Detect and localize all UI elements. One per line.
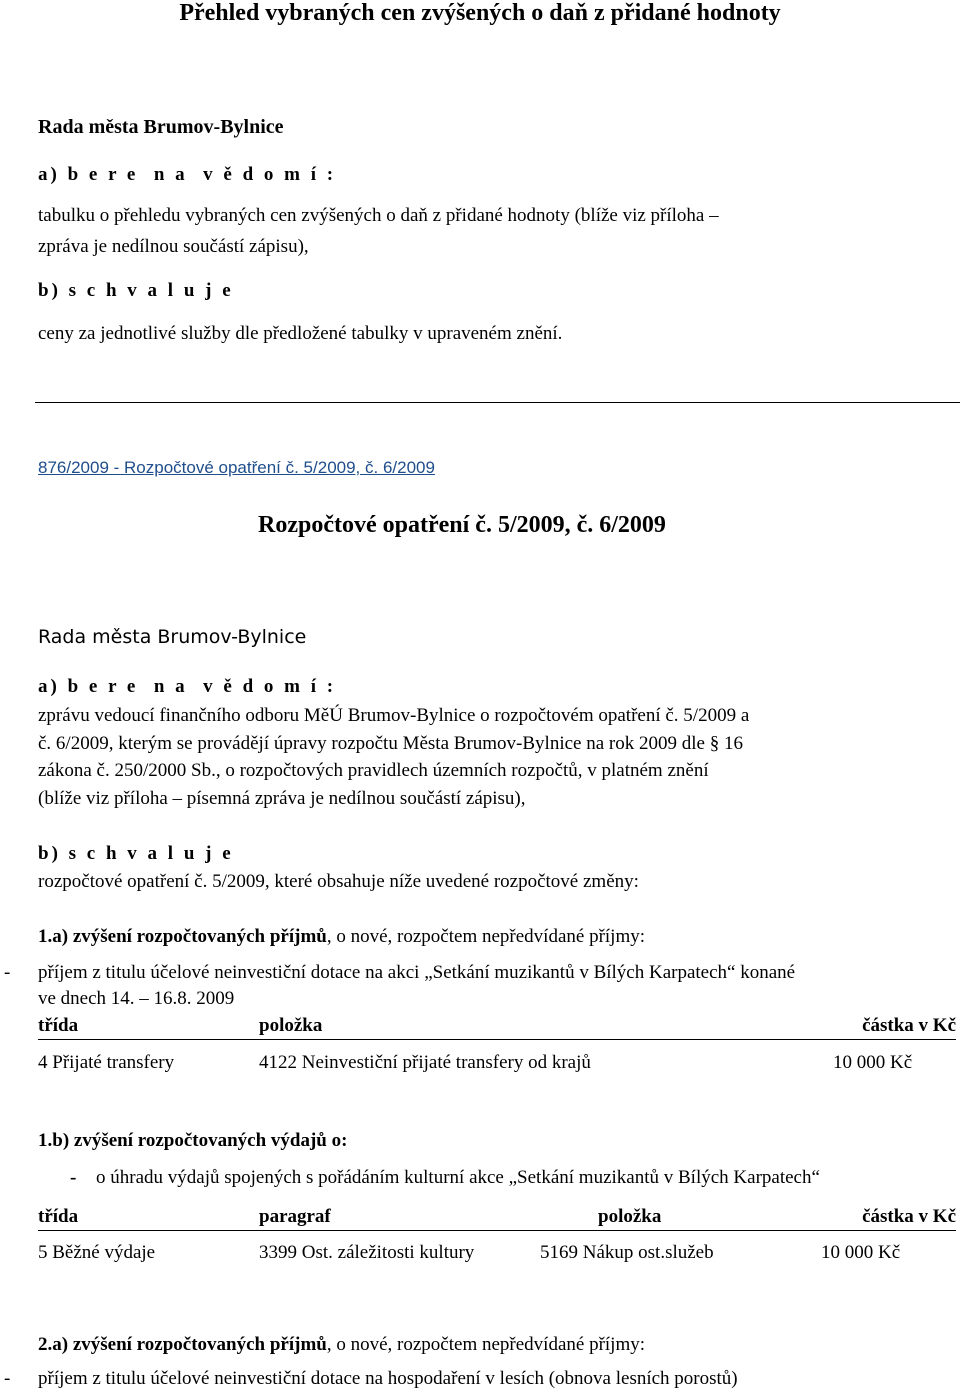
col-polozka-header: položka [598, 1206, 662, 1227]
item-1a-line2: ve dnech 14. – 16.8. 2009 [38, 988, 235, 1009]
table-1a-cell-polozka: 4122 Neinvestiční přijaté transfery od krajů [259, 1052, 591, 1073]
council-heading-2: Rada města Brumov-Bylnice [38, 626, 307, 648]
takes-note-label-2: a) b e r e n a v ě d o m í : [38, 676, 337, 697]
section-heading-2: Rozpočtové opatření č. 5/2009, č. 6/2009 [258, 512, 666, 538]
item-2a-heading-rest: , o nové, rozpočtem nepředvídané příjmy: [326, 1334, 646, 1355]
table-1a-cell-trida: 4 Přijaté transfery [38, 1052, 175, 1073]
table-1a-cell-castka: 10 000 Kč [833, 1052, 913, 1073]
col-trida-header: třída [38, 1015, 79, 1036]
takes-note-text-2c: zákona č. 250/2000 Sb., o rozpočtových pravidlech územních rozpočtů, v platném znění [38, 760, 709, 781]
takes-note-text-2b: č. 6/2009, kterým se provádějí úpravy rozpočtu Města Brumov-Bylnice na rok 2009 dle § 16 [38, 733, 743, 754]
item-1b-heading: 1.b) zvýšení rozpočtovaných výdajů o: [38, 1130, 348, 1151]
item-1a-dash: - [4, 962, 11, 983]
takes-note-text-2d: (blíže viz příloha – písemná zpráva je nedílnou součástí zápisu), [38, 788, 526, 809]
item-1a-heading [38, 926, 645, 948]
item-1a-line1: příjem z titulu účelové neinvestiční dotace na akci „Setkání muzikantů v Bílých Karpatech“ konané [38, 962, 796, 983]
takes-note-label-1: a) b e r e n a v ě d o m í : [38, 164, 337, 185]
table-1b-header [38, 1206, 956, 1231]
council-heading-1: Rada města Brumov-Bylnice [38, 116, 284, 138]
table-1b-cell-castka: 10 000 Kč [821, 1242, 901, 1263]
separator-line [35, 402, 960, 403]
takes-note-text-1a: tabulku o přehledu vybraných cen zvýšených o daň z přidané hodnoty (blíže viz příloha – [38, 205, 719, 226]
table-1b-cell-paragraf: 3399 Ost. záležitosti kultury [259, 1242, 475, 1263]
takes-note-text-1b: zpráva je nedílnou součástí zápisu), [38, 236, 309, 257]
approves-text-2: rozpočtové opatření č. 5/2009, které obsahuje níže uvedené rozpočtové změny: [38, 871, 639, 892]
item-1b-line1: o úhradu výdajů spojených s pořádáním kulturní akce „Setkání muzikantů v Bílých Karpatech“ [96, 1167, 820, 1188]
col-trida-header: třída [38, 1206, 79, 1227]
item-1a-heading-rest: , o nové, rozpočtem nepředvídané příjmy: [326, 926, 646, 947]
item-1b-dash: - [70, 1167, 77, 1188]
col-castka-header: částka v Kč [862, 1206, 956, 1227]
col-castka-header: částka v Kč [862, 1015, 956, 1036]
resolution-link[interactable]: 876/2009 - Rozpočtové opatření č. 5/2009, č. 6/2009 [38, 458, 435, 477]
page-title: Přehled vybraných cen zvýšených o daň z přidané hodnoty [179, 0, 781, 26]
approves-label-2: b) s c h v a l u j e [38, 843, 234, 864]
col-paragraf-header: paragraf [259, 1206, 331, 1227]
table-1b-cell-polozka: 5169 Nákup ost.služeb [540, 1242, 714, 1263]
item-2a-line1: příjem z titulu účelové neinvestiční dotace na hospodaření v lesích (obnova lesních porostů) [38, 1368, 738, 1389]
item-2a-heading [38, 1334, 645, 1356]
approves-label-1: b) s c h v a l u j e [38, 280, 234, 301]
item-2a-heading-bold: 2.a) zvýšení rozpočtovaných příjmů [38, 1334, 327, 1355]
item-2a-dash: - [4, 1368, 11, 1389]
item-1a-heading-bold: 1.a) zvýšení rozpočtovaných příjmů [38, 926, 327, 947]
table-1b-cell-trida: 5 Běžné výdaje [38, 1242, 156, 1263]
col-polozka-header: položka [259, 1015, 323, 1036]
table-1a-header [38, 1015, 956, 1040]
approves-text-1: ceny za jednotlivé služby dle předložené tabulky v upraveném znění. [38, 323, 563, 344]
takes-note-text-2a: zprávu vedoucí finančního odboru MěÚ Brumov-Bylnice o rozpočtovém opatření č. 5/2009 a [38, 705, 750, 726]
